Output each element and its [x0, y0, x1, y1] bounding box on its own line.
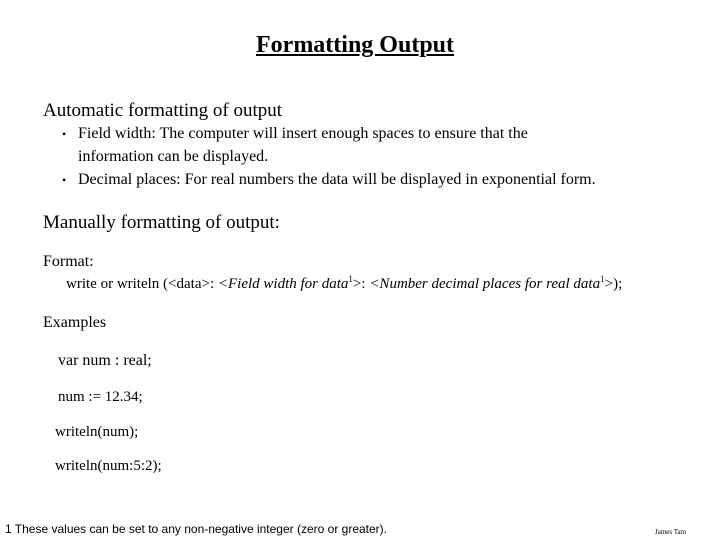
manual-heading: Manually formatting of output:: [43, 212, 280, 233]
example-line: writeln(num);: [55, 424, 139, 440]
bullet-text: Decimal places: For real numbers the data will be displayed in exponential form.: [78, 171, 596, 188]
bullet-field-width: [62, 125, 528, 143]
format-syntax: [66, 276, 622, 293]
format-field: <Field width for data: [217, 276, 349, 292]
format-suffix: >);: [604, 276, 623, 292]
footnote-marker: 1: [348, 274, 353, 284]
format-mid: >:: [352, 276, 370, 292]
bullet-text: Field width: The computer will insert enough spaces to ensure that the: [78, 125, 528, 142]
slide-title: Formatting Output: [256, 32, 454, 58]
bullet-icon: •: [62, 127, 67, 141]
footnote: 1 These values can be set to any non-negative integer (zero or greater).: [5, 522, 388, 536]
example-line: var num : real;: [58, 352, 152, 369]
footnote-marker: 1: [600, 274, 605, 284]
automatic-heading: Automatic formatting of output: [43, 100, 283, 121]
examples-heading: Examples: [43, 314, 107, 331]
format-decimal: <Number decimal places for real data: [369, 276, 601, 292]
author: James Tam: [655, 528, 687, 536]
format-label: Format:: [43, 253, 94, 270]
example-line: writeln(num:5:2);: [55, 458, 162, 474]
example-line: num := 12.34;: [58, 389, 143, 405]
format-prefix: write or writeln (<data>:: [66, 276, 218, 292]
bullet-icon: •: [62, 173, 67, 187]
bullet-field-width-cont: information can be displayed.: [78, 148, 269, 165]
bullet-decimal-places: [62, 171, 596, 189]
